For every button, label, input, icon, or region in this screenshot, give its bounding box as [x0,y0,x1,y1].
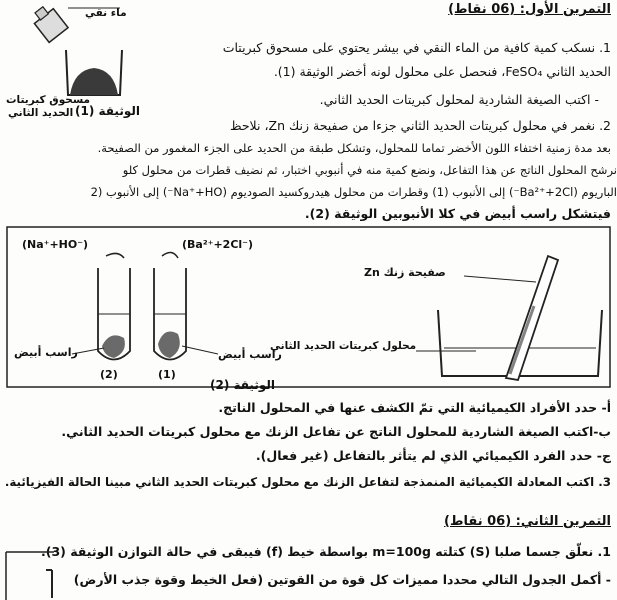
doc2-tube-2-label: (2) [100,368,118,381]
ex2-bullet: - أكمل الجدول التالي محددا مميزات كل قوة من القوتين (فعل الخيط وقوة جذب الأرض) [73,572,611,587]
doc2-solution-label: محلول كبريتات الحديد الثاني [270,340,417,352]
powder-label-1: مسحوق كبريتات [6,94,91,106]
ex1-q-b: ب-اكتب الصيغة الشاردية للمحلول الناتج عن تفاعل الزنك مع محلول كبريتات الحديد الثاني. [61,424,611,439]
exercise1-heading: التمرين الأول: (06 نقاط) [448,2,611,17]
ex1-p1-line1: 1. نسكب كمية كافية من الماء النقي في بيشر يحتوي على مسحوق كبريتات [222,40,611,55]
ex2-p1: 1. نعلّق جسما صلبا (S) كتلته m=100g بواسطة خيط (f) فيبقى في حالة التوازن الوثيقة (3). [40,544,611,559]
ex1-p2-line5: فيتشكل راسب أبيض في كلا الأنبوبين الوثيقة (2). [304,206,611,221]
powder-label-2: الحديد الثاني [8,107,74,119]
ex1-q-c: ج- حدد الفرد الكيميائي الذي لم يتأثر بالتفاعل (غير فعال). [255,448,611,463]
doc2-precipitate-left: راسب أبيض [14,346,78,359]
exercise2-heading: التمرين الثاني: (06 نقاط) [444,514,611,529]
ex1-p3: 3. اكتب المعادلة الكيميائية المنمذجة لتفاعل الزنك مع محلول كبريتات الحديد الثاني مبينا الحالة الفيزيائية. [4,475,611,489]
doc2-reagent-1: (Ba²⁺+2Cl⁻) [182,238,254,251]
doc2-frame [6,226,611,388]
doc2-precipitate-right: راسب أبيض [218,348,282,361]
ex1-p2-line3: نرشح المحلول الناتج عن هذا التفاعل، ونضع كمية منه في أنبوبي اختبار، ثم نضيف قطرات من محلول كلو [122,163,617,177]
doc1-caption: الوثيقة (1) [75,104,140,118]
water-label: ماء نقي [85,7,127,19]
ex1-p1-bullet: - اكتب الصيغة الشاردية لمحلول كبريتات الحديد الثاني. [319,92,599,107]
ex1-p2-line2: بعد مدة زمنية اختفاء اللون الأخضر تماما للمحلول، وتشكل طبقة من الحديد على الجزء المغمور من الصفيحة. [97,141,611,155]
doc3-partial-drawing [0,540,60,600]
ex1-q-a: أ- حدد الأفراد الكيميائية التي تمّ الكشف عنها في المحلول الناتج. [218,400,611,415]
ex1-p2-line4: الباريوم (Ba²⁺+2Cl⁻) إلى الأنبوب (1) وقطرات من محلول هيدروكسيد الصوديوم (Na⁺+HO⁻) إلى الأنبوب (2 [90,185,617,199]
ex1-p1-line2: الحديد الثاني FeSO₄، فنحصل على محلول لونه أخضر الوثيقة (1). [273,64,611,79]
doc2-tube-1-label: (1) [158,368,176,381]
ex1-p2-line1: 2. نغمر في محلول كبريتات الحديد الثاني جزءا من صفيحة زنك Zn، نلاحظ [229,118,611,133]
doc2-zinc-label: صفيحة زنك Zn [364,266,446,279]
doc2-reagent-2: (Na⁺+HO⁻) [22,238,89,251]
doc2-caption: الوثيقة (2) [210,378,275,392]
